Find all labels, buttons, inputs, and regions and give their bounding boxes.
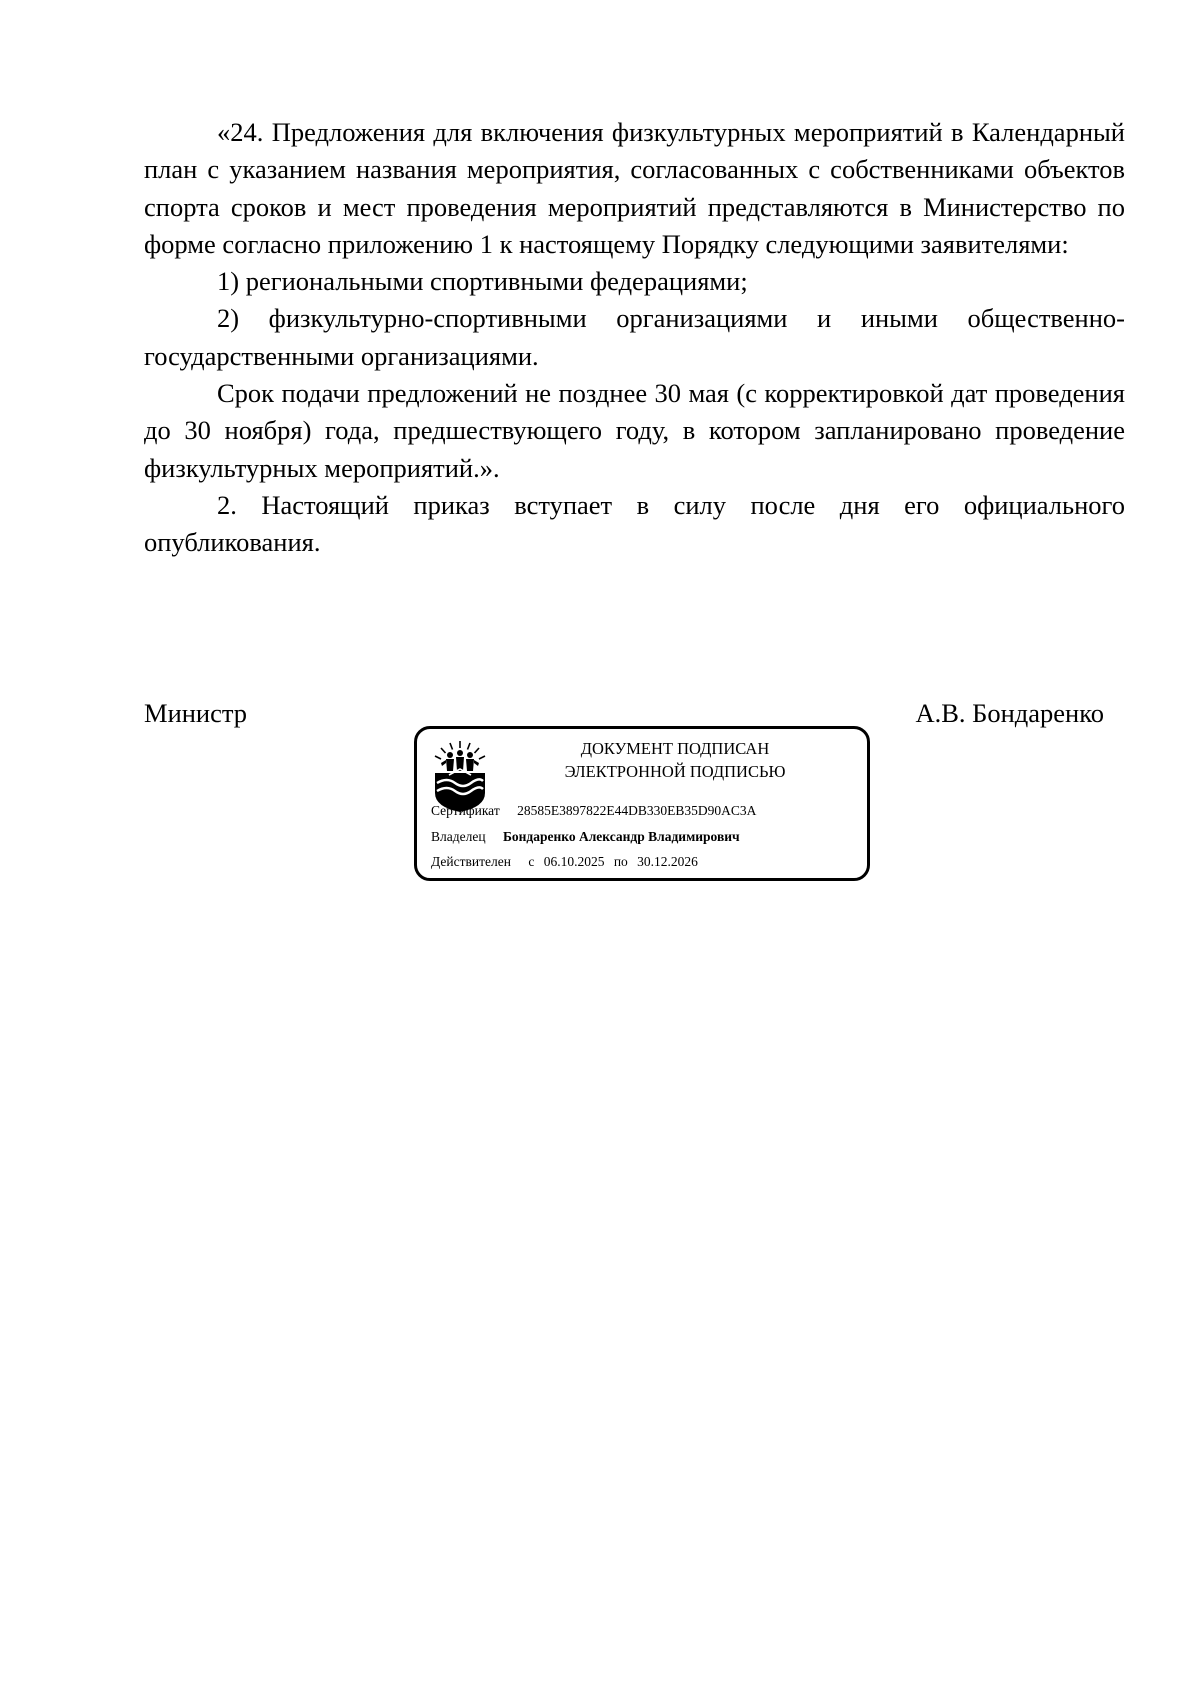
certificate-value: 28585E3897822E44DB330EB35D90AC3A [517, 803, 757, 818]
document-body [144, 114, 1125, 562]
paragraph-applicant-1: 1) региональными спортивными федерациями; [217, 266, 748, 297]
electronic-signature-stamp [414, 726, 870, 881]
valid-to-prefix: по [613, 854, 628, 869]
paragraph-deadline: Срок подачи предложений не позднее 30 мая (с корректировкой дат проведения до 30 ноября) года, предшествующего году, в котором запланировано проведение физкультурных мероприятий.». [144, 378, 1125, 483]
signatory-position: Министр [144, 698, 248, 728]
signatory-name: А.В. Бондаренко [915, 698, 1104, 728]
validity-label: Действителен [431, 854, 511, 869]
stamp-certificate-row [431, 802, 756, 820]
stamp-title-line-1: ДОКУМЕНТ ПОДПИСАН [580, 739, 770, 758]
paragraph-effective-date: 2. Настоящий приказ вступает в силу после дня его официального опубликования. [144, 489, 1125, 558]
stamp-owner-row [431, 828, 740, 846]
stamp-validity-row [431, 853, 704, 871]
valid-from-date: 06.10.2025 [543, 854, 605, 869]
stamp-title-line-2: ЭЛЕКТРОННОЙ ПОДПИСЬЮ [564, 762, 786, 781]
paragraph-applicant-2: 2) физкультурно-спортивными организациями и иными общественно-государственными организациями. [144, 303, 1125, 371]
stamp-title [507, 737, 843, 783]
paragraph-item-24: «24. Предложения для включения физкультурных мероприятий в Календарный план с указанием названия мероприятия, согласованных с собственниками объектов спорта сроков и мест проведения мероприятий представляются в Министерство по форме согласно приложению 1 к настоящему Порядку следующими заявителями: [144, 117, 1125, 259]
certificate-label: Сертификат [431, 803, 500, 818]
valid-to-date: 30.12.2026 [637, 854, 698, 869]
owner-value: Бондаренко Александр Владимирович [502, 829, 740, 844]
validity-period [528, 853, 704, 871]
valid-from-prefix: с [528, 854, 535, 869]
owner-label: Владелец [431, 829, 486, 844]
